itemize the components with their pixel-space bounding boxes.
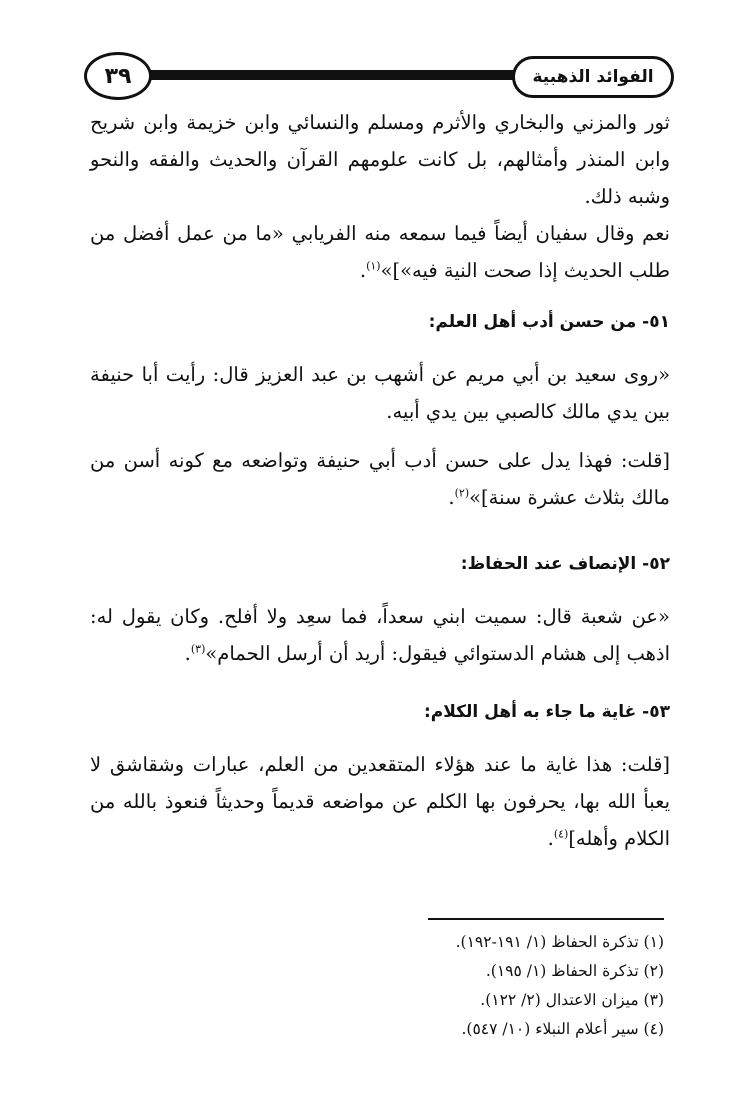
- footnote-rule: [428, 918, 664, 920]
- section-53-text: [90, 746, 670, 857]
- section-51-text: [90, 356, 670, 516]
- footnote-4: (٤) سير أعلام النبلاء (١٠/ ٥٤٧).: [461, 1020, 664, 1038]
- section-52-paragraph-1: [90, 598, 670, 672]
- intro-paragraph-2-end: .: [359, 259, 367, 282]
- section-52-paragraph-1-text: «عن شعبة قال: سميت ابني سعداً، فما سعِد ولا أفلح. وكان يقول له: اذهب إلى هشام الدستوائي فيقول: أريد أن أرسل الحمام»: [90, 605, 670, 665]
- intro-text: [90, 104, 670, 289]
- book-title: الفوائد الذهبية: [512, 56, 674, 98]
- section-53-paragraph-1: [90, 746, 670, 857]
- footnote-3: (٣) ميزان الاعتدال (٢/ ١٢٢).: [480, 991, 664, 1009]
- section-52-heading: ٥٢- الإنصاف عند الحفاظ:: [460, 554, 670, 574]
- section-52-text: [90, 598, 670, 672]
- page-header: [84, 52, 674, 100]
- intro-paragraph-2-text: نعم وقال سفيان أيضاً فيما سمعه منه الفريابي «ما من عمل أفضل من طلب الحديث إذا صحت النية فيه»]»: [90, 222, 670, 282]
- footnote-ref-4: (٤): [553, 827, 569, 841]
- section-51-paragraph-2-end: .: [448, 486, 455, 509]
- footnote-ref-1: (١): [366, 259, 381, 273]
- intro-paragraph-1: ثور والمزني والبخاري والأثرم ومسلم والنسائي وابن خزيمة وابن شريح وابن المنذر وأمثالهم، بل كانت علومهم القرآن والحديث والفقه والنحو وشبه ذلك.: [90, 111, 670, 208]
- intro-paragraph-2: [90, 215, 670, 289]
- section-51-paragraph-2-text: [قلت: فهذا يدل على حسن أدب أبي حنيفة وتواضعه مع كونه أسن من مالك بثلاث عشرة سنة]»: [90, 449, 670, 509]
- page-number: ٣٩: [84, 52, 152, 100]
- footnote-1: (١) تذكرة الحفاظ (١/ ١٩١-١٩٢).: [455, 933, 664, 951]
- footnote-2: (٢) تذكرة الحفاظ (١/ ١٩٥).: [485, 962, 664, 980]
- section-53-paragraph-1-end: .: [547, 827, 554, 850]
- section-53-heading: ٥٣- غاية ما جاء به أهل الكلام:: [424, 702, 670, 722]
- section-53-paragraph-1-text: [قلت: هذا غاية ما عند هؤلاء المتقعدين من العلم، عبارات وشقاشق لا يعبأ الله بها، يحرفون بها الكلم عن مواضعه قديماً وحديثاً فنعوذ بالله من الكلام وأهله]: [90, 753, 670, 850]
- section-51-paragraph-2: [90, 442, 670, 516]
- section-52-paragraph-1-end: .: [184, 642, 191, 665]
- footnotes: [264, 928, 664, 1044]
- footnote-ref-3: (٣): [190, 642, 206, 656]
- section-51-paragraph-1: «روى سعيد بن أبي مريم عن أشهب بن عبد العزيز قال: رأيت أبا حنيفة بين يدي مالك كالصبي بين يدي أبيه.: [90, 363, 670, 423]
- section-51-heading: ٥١- من حسن أدب أهل العلم:: [428, 312, 670, 332]
- footnote-ref-2: (٢): [454, 486, 470, 500]
- header-rule: [124, 70, 524, 80]
